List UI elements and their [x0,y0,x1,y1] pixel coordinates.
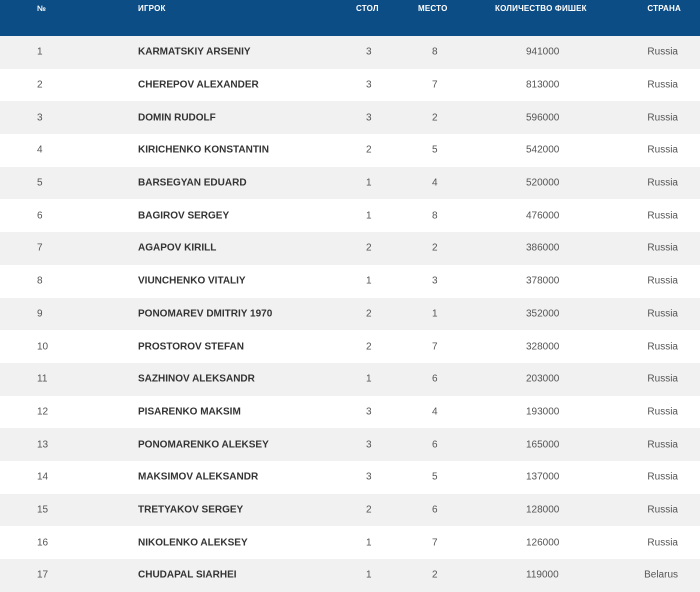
cell-player: AGAPOV KIRILL [138,242,217,254]
cell-table: 2 [366,504,372,516]
cell-country: Russia [647,112,678,124]
cell-player: PONOMARENKO ALEKSEY [138,439,269,451]
cell-country: Russia [647,275,678,287]
cell-country: Russia [647,406,678,418]
cell-chips: 596000 [526,112,560,124]
column-header-country: СТРАНА [647,4,681,13]
cell-country: Russia [647,210,678,222]
cell-num: 1 [37,46,43,58]
cell-chips: 165000 [526,439,560,451]
cell-chips: 203000 [526,373,560,385]
cell-table: 3 [366,439,372,451]
cell-place: 2 [432,242,438,254]
table-row [0,461,700,494]
cell-num: 10 [37,341,49,353]
cell-place: 6 [432,373,438,385]
cell-place: 7 [432,341,438,353]
cell-player: CHEREPOV ALEXANDER [138,79,259,91]
cell-country: Russia [647,177,678,189]
column-header-player: ИГРОК [138,4,166,13]
cell-table: 3 [366,46,372,58]
cell-country: Russia [647,79,678,91]
cell-country: Russia [647,439,678,451]
cell-chips: 520000 [526,177,560,189]
cell-place: 4 [432,177,438,189]
cell-player: MAKSIMOV ALEKSANDR [138,471,259,483]
cell-player: PROSTOROV STEFAN [138,341,244,353]
cell-num: 3 [37,112,43,124]
cell-place: 8 [432,46,438,58]
table-header [0,0,700,36]
cell-num: 7 [37,242,43,254]
cell-player: CHUDAPAL SIARHEI [138,569,237,581]
cell-player: NIKOLENKO ALEKSEY [138,537,248,549]
cell-num: 15 [37,504,49,516]
cell-table: 1 [366,569,372,581]
cell-player: SAZHINOV ALEKSANDR [138,373,255,385]
table-row [0,526,700,559]
table-row [0,396,700,429]
cell-num: 9 [37,308,43,320]
cell-country: Russia [647,144,678,156]
table-row [0,559,700,592]
cell-num: 11 [37,373,48,385]
table-row [0,69,700,102]
cell-chips: 119000 [526,569,559,581]
cell-chips: 193000 [526,406,560,418]
cell-place: 7 [432,79,438,91]
cell-table: 1 [366,177,372,189]
cell-country: Russia [647,373,678,385]
cell-num: 14 [37,471,49,483]
cell-chips: 352000 [526,308,560,320]
cell-table: 2 [366,308,372,320]
cell-place: 6 [432,504,438,516]
cell-chips: 328000 [526,341,560,353]
cell-place: 2 [432,112,438,124]
cell-table: 3 [366,112,372,124]
cell-table: 2 [366,341,372,353]
cell-player: PISARENKO MAKSIM [138,406,241,418]
cell-num: 4 [37,144,43,156]
cell-num: 12 [37,406,49,418]
cell-place: 4 [432,406,438,418]
cell-num: 16 [37,537,49,549]
cell-chips: 137000 [526,471,560,483]
cell-table: 1 [366,275,372,287]
table-row [0,494,700,527]
cell-chips: 386000 [526,242,560,254]
cell-chips: 128000 [526,504,560,516]
cell-player: TRETYAKOV SERGEY [138,504,244,516]
column-header-table: СТОЛ [356,4,379,13]
table-row [0,134,700,167]
cell-table: 3 [366,79,372,91]
table-row [0,167,700,200]
cell-chips: 378000 [526,275,560,287]
cell-table: 2 [366,144,372,156]
cell-num: 5 [37,177,43,189]
cell-country: Russia [647,341,678,353]
cell-table: 1 [366,210,372,222]
cell-country: Russia [647,242,678,254]
column-header-num: № [37,4,47,13]
cell-chips: 126000 [526,537,560,549]
table-row [0,428,700,461]
cell-num: 17 [37,569,49,581]
cell-place: 6 [432,439,438,451]
cell-player: VIUNCHENKO VITALIY [138,275,246,287]
cell-player: KARMATSKIY ARSENIY [138,46,251,58]
cell-country: Belarus [644,569,678,581]
cell-player: KIRICHENKO KONSTANTIN [138,144,269,156]
cell-country: Russia [647,471,678,483]
cell-place: 8 [432,210,438,222]
cell-country: Russia [647,46,678,58]
cell-table: 1 [366,373,372,385]
cell-player: DOMIN RUDOLF [138,112,216,124]
cell-country: Russia [647,504,678,516]
cell-table: 3 [366,471,372,483]
table-row [0,298,700,331]
cell-place: 7 [432,537,438,549]
cell-place: 5 [432,144,438,156]
table-row [0,363,700,396]
cell-table: 3 [366,406,372,418]
cell-num: 2 [37,79,43,91]
cell-player: PONOMAREV DMITRIY 1970 [138,308,273,320]
cell-country: Russia [647,308,678,320]
cell-chips: 542000 [526,144,560,156]
table-body [0,36,700,592]
cell-table: 1 [366,537,372,549]
cell-player: BARSEGYAN EDUARD [138,177,247,189]
cell-country: Russia [647,537,678,549]
cell-chips: 941000 [526,46,560,58]
table-row [0,101,700,134]
cell-num: 13 [37,439,49,451]
column-header-place: МЕСТО [418,4,448,13]
table-row [0,330,700,363]
cell-table: 2 [366,242,372,254]
cell-place: 1 [432,308,438,320]
cell-player: BAGIROV SERGEY [138,210,230,222]
cell-chips: 813000 [526,79,560,91]
cell-place: 2 [432,569,438,581]
cell-place: 5 [432,471,438,483]
cell-num: 8 [37,275,43,287]
table-row [0,232,700,265]
cell-place: 3 [432,275,438,287]
table-row [0,265,700,298]
cell-chips: 476000 [526,210,560,222]
table-row [0,36,700,69]
table-row [0,199,700,232]
cell-num: 6 [37,210,43,222]
column-header-chips: КОЛИЧЕСТВО ФИШЕК [495,4,587,13]
